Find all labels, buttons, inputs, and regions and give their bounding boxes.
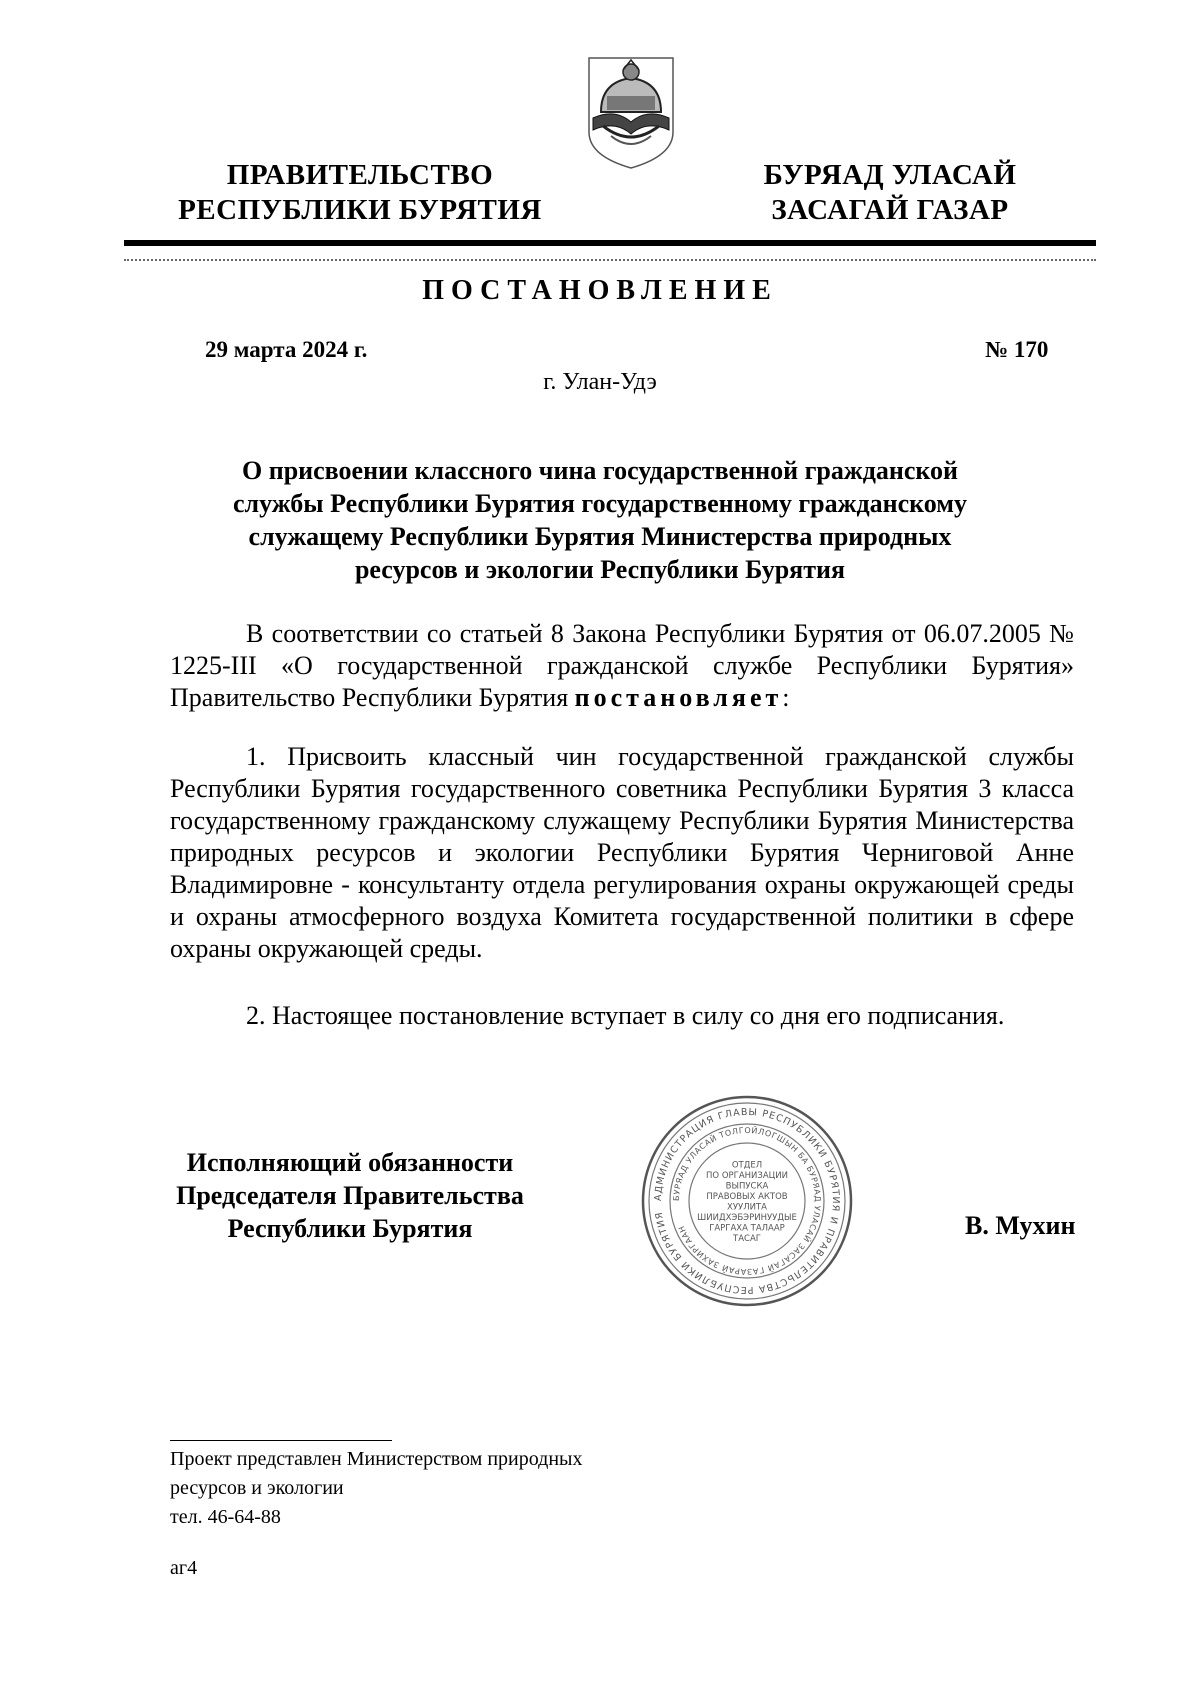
document-type: ПОСТАНОВЛЕНИЕ (422, 275, 778, 306)
government-name-buryat (740, 158, 1040, 228)
decree-item-2: 2. Настоящее постановление вступает в силу со дня его подписания. (246, 1001, 1005, 1030)
footnote-rule (170, 1440, 392, 1441)
footnote (170, 1445, 582, 1532)
svg-text:ШИИДХЭБЭРИНУУДЫЕ: ШИИДХЭБЭРИНУУДЫЕ (697, 1212, 797, 1223)
footnote-line: Проект представлен Министерством природных (170, 1448, 583, 1470)
title-line: службы Республики Бурятия государственному гражданскому (233, 489, 967, 518)
title-line: ресурсов и экологии Республики Бурятия (354, 555, 846, 584)
government-name-line1: ПРАВИТЕЛЬСТВО (226, 159, 494, 191)
title-line: служащему Республики Бурятия Министерства природных (248, 522, 952, 551)
signatory-position-line: Председателя Правительства (176, 1181, 524, 1210)
svg-text:ТАСАГ: ТАСАГ (733, 1233, 761, 1244)
svg-text:ПО ОРГАНИЗАЦИИ: ПО ОРГАНИЗАЦИИ (706, 1170, 788, 1181)
svg-text:АДМИНИСТРАЦИЯ ГЛАВЫ РЕСПУБЛИКИ: АДМИНИСТРАЦИЯ ГЛАВЫ РЕСПУБЛИКИ БУРЯТИЯ И ПРАВИТЕЛЬСТВА РЕСПУБЛИКИ БУРЯТИЯ (652, 1106, 842, 1296)
svg-text:ХУУЛИТА: ХУУЛИТА (727, 1202, 767, 1213)
government-name-russian (165, 158, 555, 228)
signatory-position-line: Республики Бурятия (227, 1214, 473, 1243)
footnote-line: тел. 46-64-88 (170, 1506, 281, 1528)
signatory-name: В. Мухин (965, 1211, 1076, 1240)
document-code: аг4 (170, 1557, 198, 1579)
decree-word: постановляет (574, 683, 783, 712)
document-number: № 170 (985, 337, 1049, 362)
preamble-paragraph (170, 618, 1074, 714)
signatory-position-line: Исполняющий обязанности (186, 1148, 514, 1177)
svg-text:ПРАВОВЫХ АКТОВ: ПРАВОВЫХ АКТОВ (706, 1191, 788, 1202)
title-line: О присвоении классного чина государственной гражданской (241, 456, 958, 485)
document-date: 29 марта 2024 г. (205, 337, 368, 362)
svg-text:БУРЯАД УЛАСАЙ ТОЛГОЙЛОГШЫН БА: БУРЯАД УЛАСАЙ ТОЛГОЙЛОГШЫН БА БУРЯАД УЛАСАЙ ЗАСАГАЙ ГАЗАРАЙ ЗАХИРГААН (671, 1125, 823, 1277)
svg-text:ОТДЕЛ: ОТДЕЛ (731, 1160, 763, 1171)
document-city: г. Улан-Удэ (543, 369, 657, 395)
government-name-buryat-line2: ЗАСАГАЙ ГАЗАР (771, 194, 1009, 226)
footnote-line: ресурсов и экологии (170, 1477, 344, 1499)
decree-colon: : (782, 683, 790, 712)
header-thick-rule (124, 240, 1096, 246)
decree-item-1: 1. Присвоить классный чин государственной гражданской службы Республики Бурятия государственного советника Республики Бурятия 3 класса государственному гражданскому служащему Республики Бурятия Министерства природных ресурсов и экологии Республики Бурятия Черниговой Анне Владимировне - консультанту отдела регулирования охраны окружающей среды и охраны атмосферного воздуха Комитета государственной политики в сфере охраны окружающей среды. (170, 742, 1074, 963)
preamble-text: В соответствии со статьей 8 Закона Республики Бурятия от 06.07.2005 № 1225-III «О государственной гражданской службе Республики Бурятия» Правительство Республики Бурятия (170, 619, 1074, 712)
official-seal-stamp (640, 1094, 854, 1308)
coat-of-arms-emblem (585, 52, 677, 170)
government-name-buryat-line1: БУРЯАД УЛАСАЙ (763, 159, 1017, 191)
document-title (160, 454, 1040, 586)
svg-text:ВЫПУСКА: ВЫПУСКА (725, 1181, 769, 1192)
svg-text:ГАРГАХА ТАЛААР: ГАРГАХА ТАЛААР (709, 1223, 785, 1234)
header-dotted-rule (124, 259, 1096, 261)
government-name-line2: РЕСПУБЛИКИ БУРЯТИЯ (178, 194, 542, 226)
signatory-position (150, 1146, 550, 1245)
